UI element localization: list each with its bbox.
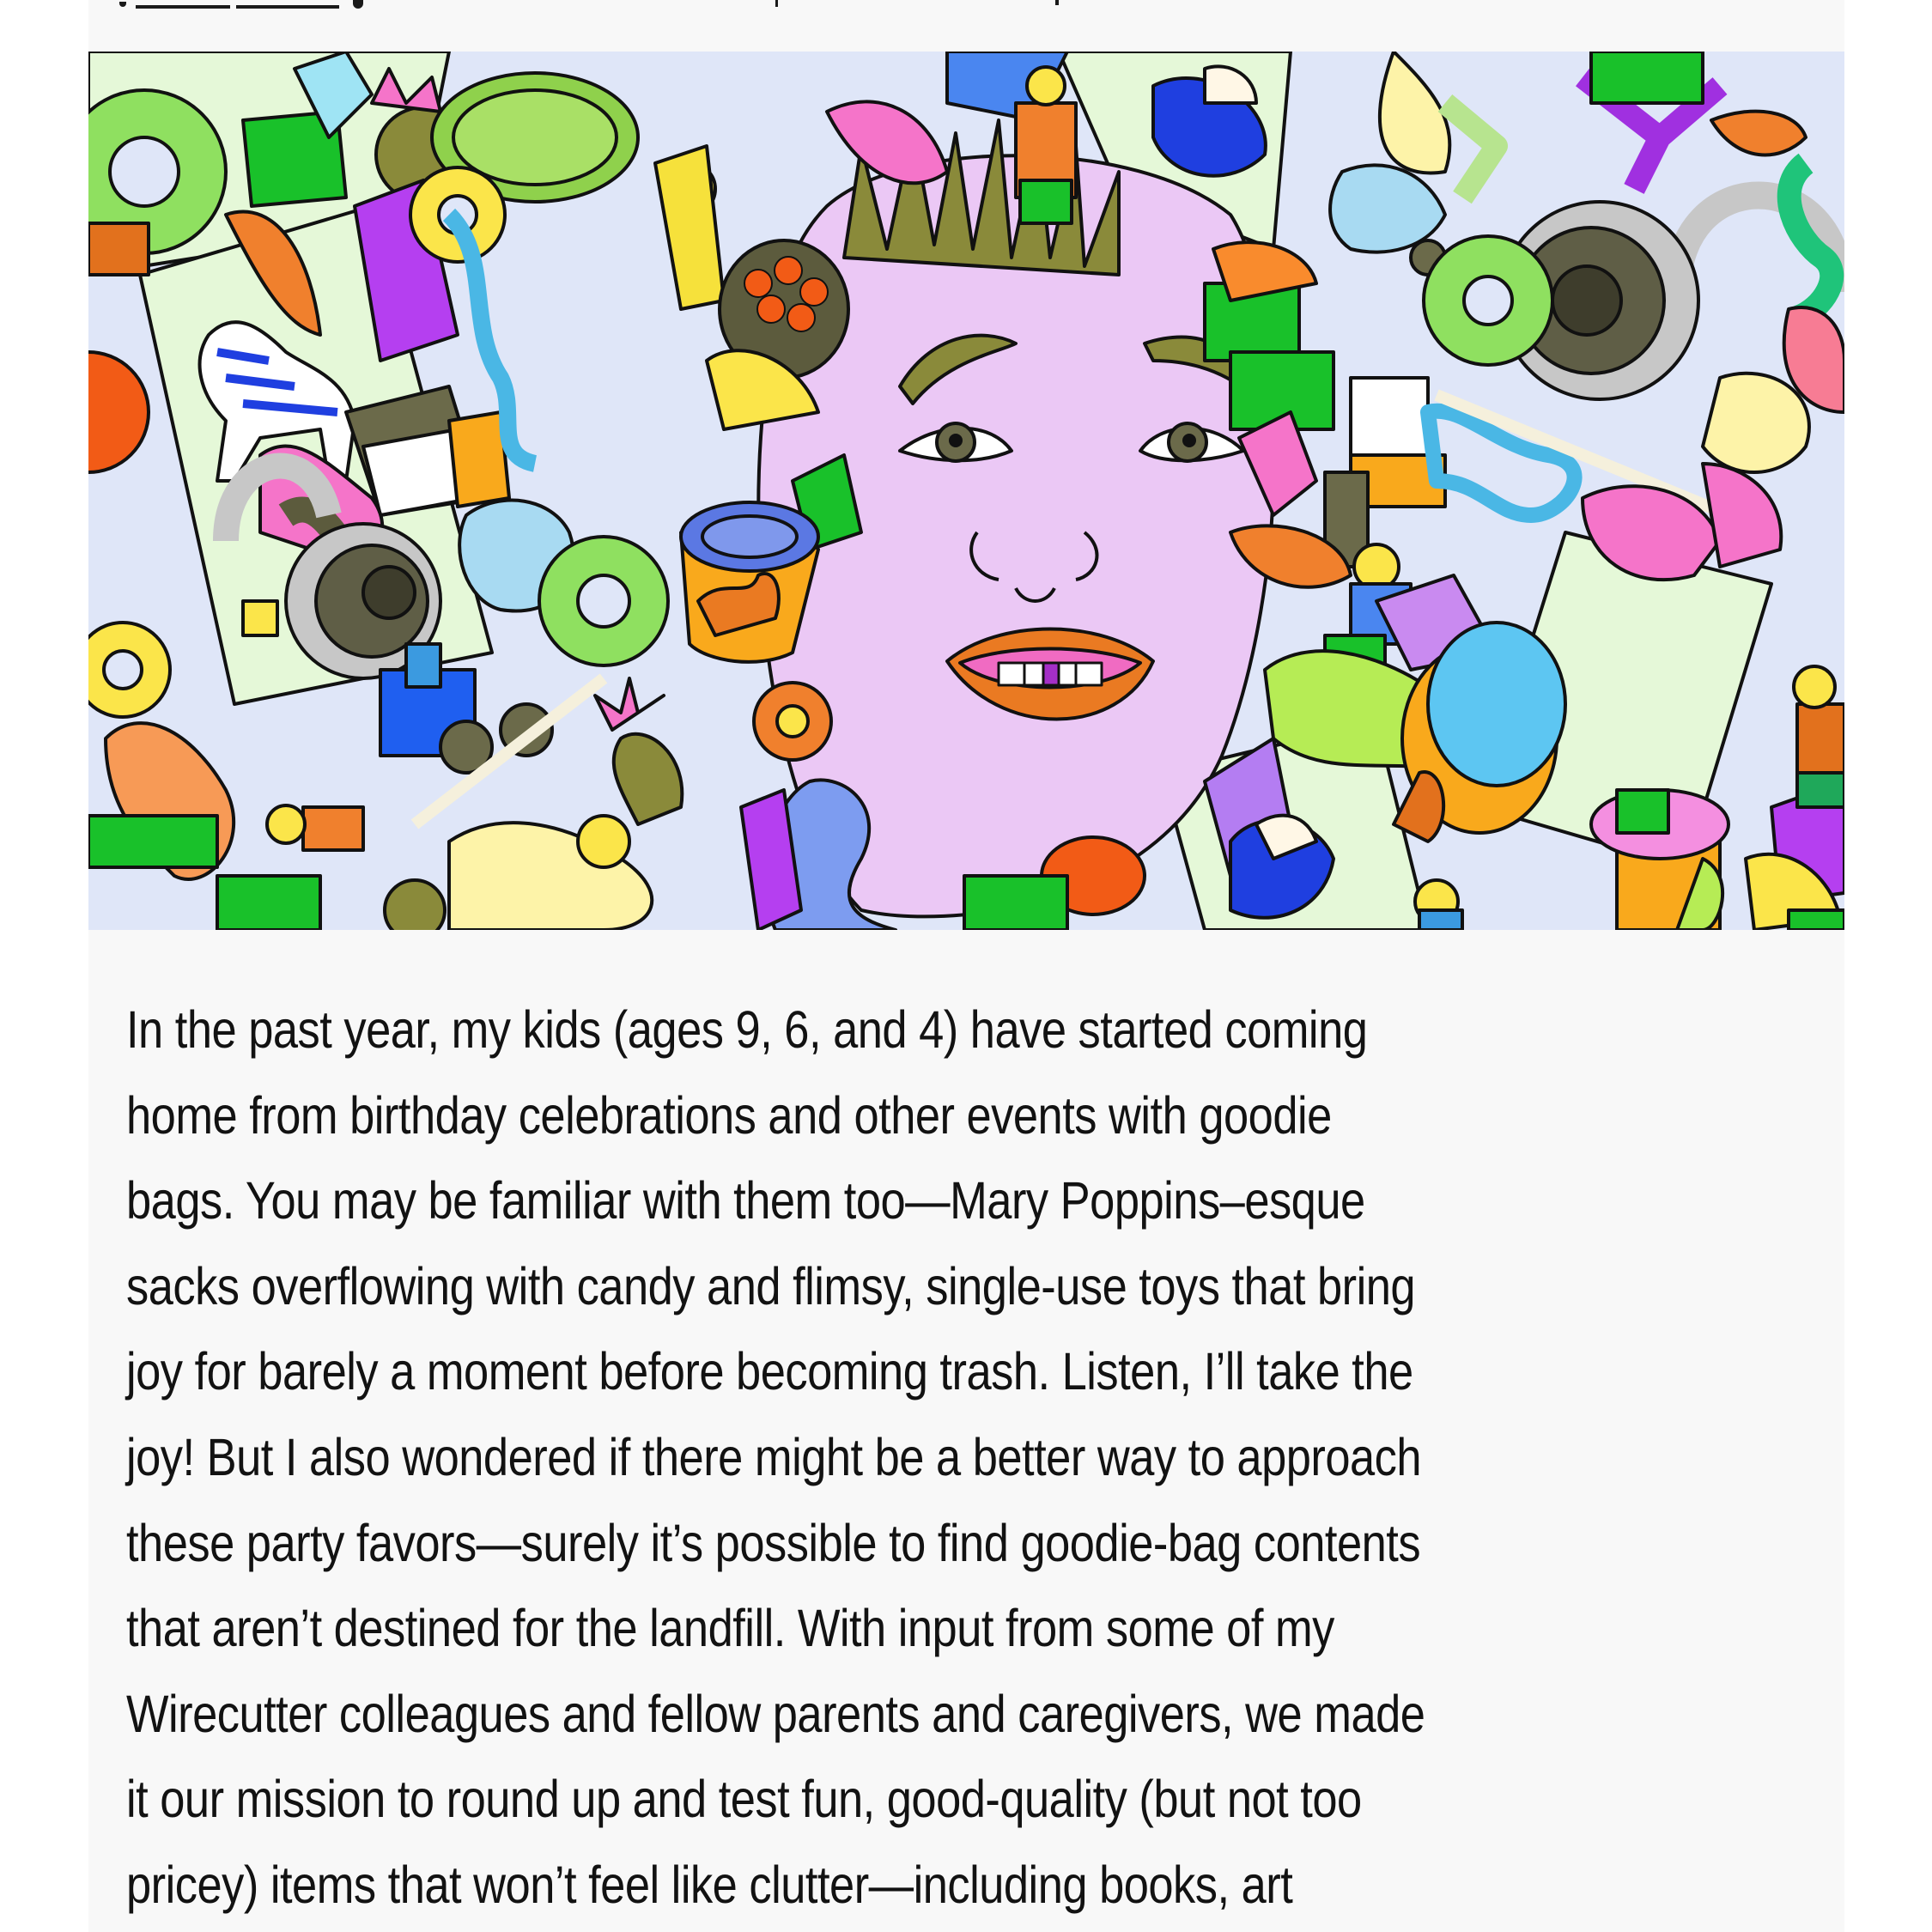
paragraph-line: home from birthday celebrations and other events with goodie <box>126 1085 1332 1145</box>
toy-collage-illustration <box>88 52 1844 930</box>
paragraph-line: pricey) items that won’t feel like clutter—including books, art <box>126 1855 1293 1914</box>
paragraph-line: sacks overflowing with candy and flimsy, single-use toys that bring <box>126 1256 1416 1315</box>
byline-glyph-fragment <box>353 0 363 9</box>
byline-glyph-fragment <box>775 0 778 7</box>
paragraph-line: bags. You may be familiar with them too—Mary Poppins–esque <box>126 1171 1365 1230</box>
byline-glyph-fragment <box>119 2 126 7</box>
byline-glyph-fragment <box>1055 0 1059 5</box>
paragraph-line: joy for barely a moment before becoming trash. Listen, I’ll take the <box>126 1342 1413 1401</box>
article-intro-paragraph <box>126 987 1839 1929</box>
paragraph-line: joy! But I also wondered if there might be a better way to approach <box>126 1427 1422 1486</box>
paragraph-line: it our mission to round up and test fun, good-quality (but not too <box>126 1770 1362 1829</box>
paragraph-line: that aren’t destined for the landfill. With input from some of my <box>126 1599 1334 1658</box>
paragraph-line: Wirecutter colleagues and fellow parents and caregivers, we made <box>126 1684 1425 1743</box>
author-link-underline[interactable] <box>236 5 339 9</box>
byline-clipped <box>88 0 1844 12</box>
author-link-underline[interactable] <box>136 5 230 9</box>
paragraph-line: In the past year, my kids (ages 9, 6, and 4) have started coming <box>126 1000 1368 1059</box>
hero-illustration <box>88 52 1844 930</box>
paragraph-line: these party favors—surely it’s possible to find goodie-bag contents <box>126 1513 1421 1572</box>
